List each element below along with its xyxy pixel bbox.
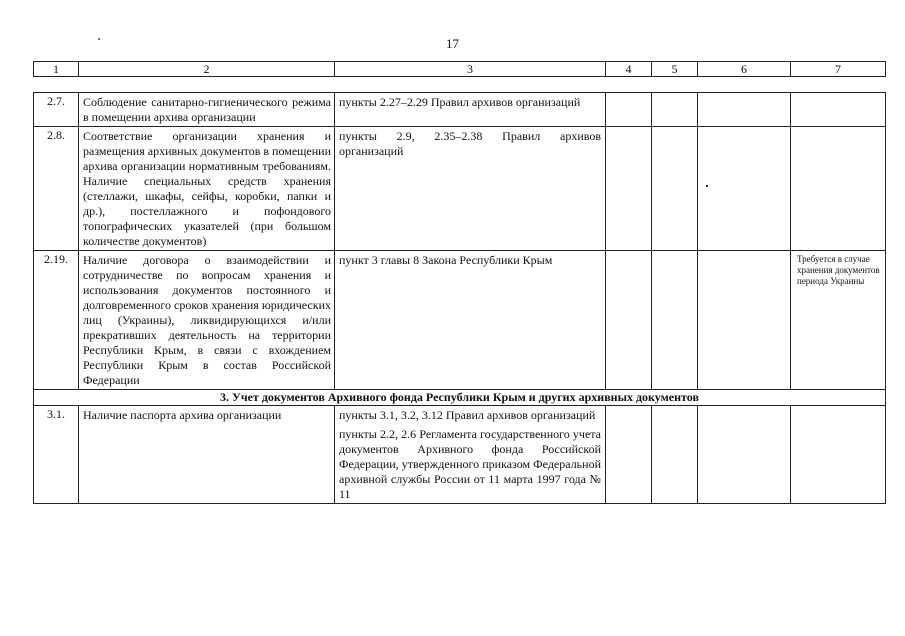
reference-text: пункты 2.9, 2.35–2.38 Правил архивов организаций [339, 129, 601, 158]
empty-cell [652, 127, 698, 251]
note-cell [791, 406, 886, 504]
reference-text: пункты 2.27–2.29 Правил архивов организаций [339, 95, 581, 109]
column-header-3: 3 [335, 62, 606, 77]
page-number: 17 [446, 36, 459, 51]
table-row [34, 93, 886, 127]
column-header-table [33, 61, 886, 77]
column-header-2: 2 [79, 62, 335, 77]
column-header-5: 5 [652, 62, 698, 77]
column-header-row [34, 62, 886, 77]
empty-cell [606, 251, 652, 390]
empty-cell [606, 127, 652, 251]
column-header-6: 6 [698, 62, 791, 77]
reference-text: пункты 3.1, 3.2, 3.12 Правил архивов организаций [339, 408, 596, 422]
table-row [34, 251, 886, 390]
scan-speck [706, 185, 708, 187]
column-header-4: 4 [606, 62, 652, 77]
row-number: 2.7. [34, 93, 79, 127]
table-row [34, 406, 886, 504]
checklist-table [33, 92, 886, 504]
reference-text: пункты 2.2, 2.6 Регламента государственного учета документов Архивного фонда Российской Федерации, утвержденного приказом Федеральной архивной службы России от 11 марта 1997 года № 11 [339, 427, 601, 501]
column-header-7: 7 [791, 62, 886, 77]
empty-cell [698, 251, 791, 390]
empty-cell [606, 406, 652, 504]
row-number: 2.19. [34, 251, 79, 390]
reference-cell [335, 406, 606, 504]
empty-cell [606, 93, 652, 127]
empty-cell [698, 127, 791, 251]
column-header-1: 1 [34, 62, 79, 77]
row-number: 2.8. [34, 127, 79, 251]
section-title: 3. Учет документов Архивного фонда Республики Крым и других архивных документов [34, 390, 886, 406]
note-cell [791, 93, 886, 127]
note-cell: Требуется в случае хранения документов периода Украины [791, 251, 886, 390]
empty-cell [652, 251, 698, 390]
empty-cell [652, 406, 698, 504]
reference-cell [335, 93, 606, 127]
row-number: 3.1. [34, 406, 79, 504]
reference-cell [335, 251, 606, 390]
requirement-cell: Наличие договора о взаимодействии и сотрудничестве по вопросам хранения и использования документов постоянного и долговременного сроков хранения юридических лиц (Украины), ликвидирующихся и/или прекративших деятельность на территории Республики Крым, в связи с вхождением Республики Крым в состав Российской Федерации [79, 251, 335, 390]
empty-cell [652, 93, 698, 127]
requirement-cell: Наличие паспорта архива организации [79, 406, 335, 504]
empty-cell [698, 406, 791, 504]
reference-cell [335, 127, 606, 251]
empty-cell [698, 93, 791, 127]
scan-speck [98, 38, 100, 40]
section-header-row [34, 390, 886, 406]
requirement-cell: Соответствие организации хранения и размещения архивных документов в помещении архива организации нормативным требованиям. Наличие специальных средств хранения (стеллажи, шкафы, сейфы, коробки, папки и др.), постеллажного и пофондового топографических указателей (при большом количестве документов) [79, 127, 335, 251]
table-row [34, 127, 886, 251]
requirement-cell: Соблюдение санитарно-гигиенического режима в помещении архива организации [79, 93, 335, 127]
reference-text: пункт 3 главы 8 Закона Республики Крым [339, 253, 553, 267]
note-cell [791, 127, 886, 251]
